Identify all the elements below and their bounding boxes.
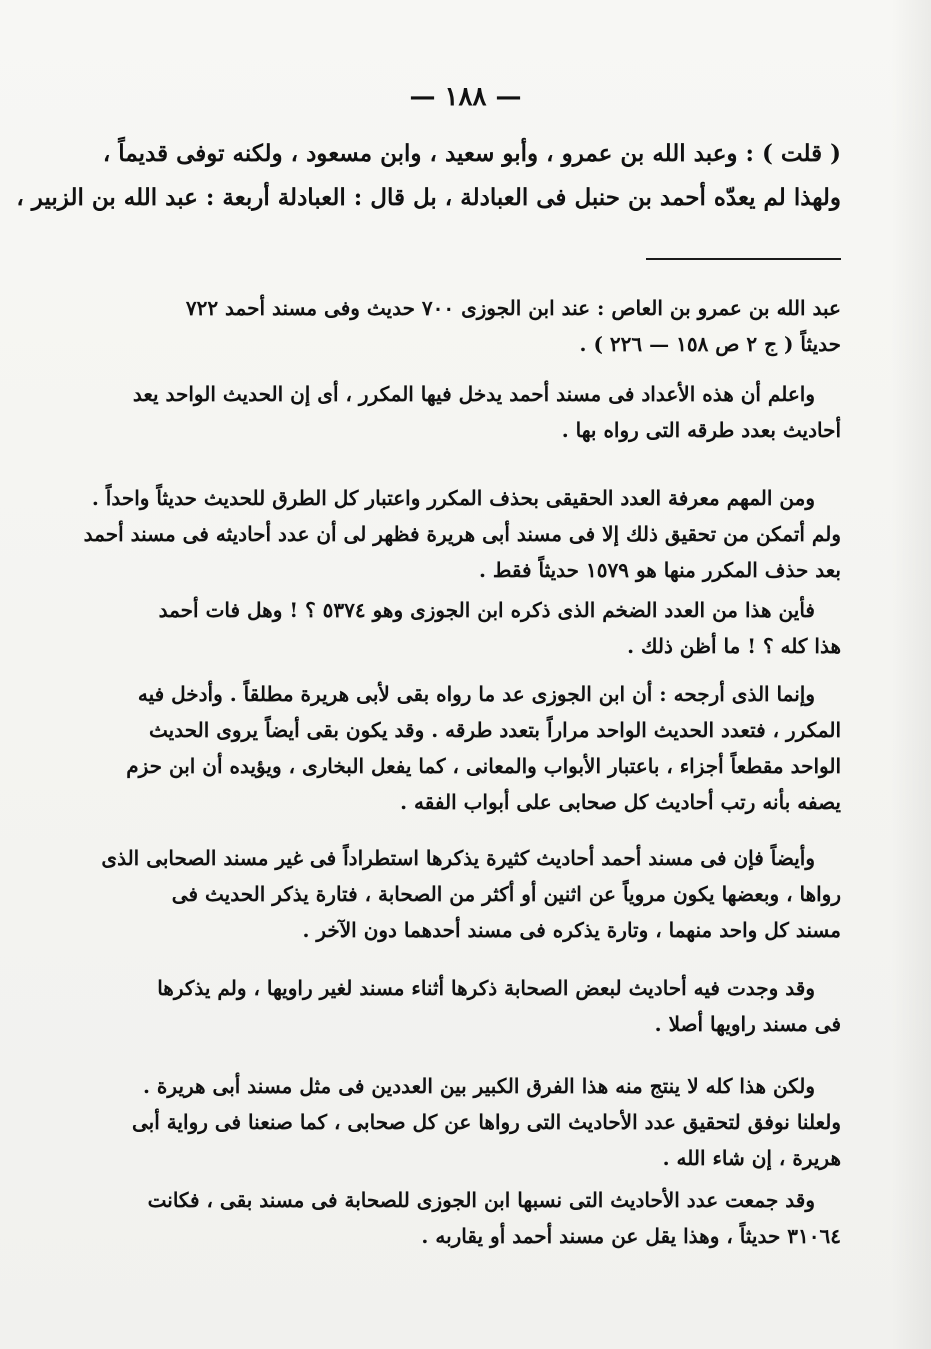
- main-line: ( قلت ) : وعبد الله بن عمرو ، وأبو سعيد ، وابن مسعود ، ولكنه توفى قديماً ،: [102, 140, 841, 167]
- footnote-line: وقد وجدت فيه أحاديث لبعض الصحابة ذكرها أثناء مسند لغير راويها ، ولم يذكرها: [157, 976, 815, 1000]
- footnote-line: مسند كل واحد منهما ، وتارة يذكره فى مسند أحدهما دون الآخر .: [302, 918, 841, 942]
- footnote-line: ولعلنا نوفق لتحقيق عدد الأحاديث التى رواها عن كل صحابى ، كما صنعنا فى رواية أبى: [131, 1110, 841, 1134]
- footnote-line: ولكن هذا كله لا ينتج منه هذا الفرق الكبير بين العددين فى مثل مسند أبى هريرة .: [143, 1074, 815, 1098]
- page-number: — ١٨٨ —: [409, 82, 522, 112]
- footnote-paragraph: [101, 970, 841, 1042]
- footnote-line: رواها ، وبعضها يكون مروياً عن اثنين أو أكثر من الصحابة ، فتارة يذكر الحديث فى: [171, 882, 841, 906]
- footnote-line: وأيضاً فإن فى مسند أحمد أحاديث كثيرة يذكرها استطراداً فى غير مسند الصحابى الذى: [101, 846, 815, 870]
- footnote-line: فى مسند راويها أصلا .: [654, 1012, 841, 1036]
- footnote-line: ومن المهم معرفة العدد الحقيقى بحذف المكرر واعتبار كل الطرق للحديث حديثاً واحداً .: [91, 486, 815, 510]
- footnote-paragraph: [101, 290, 841, 362]
- footnote-paragraph: [101, 376, 841, 448]
- footnote-line: المكرر ، فتعدد الحديث الواحد مراراً بتعدد طرقه . وقد يكون بقى أيضاً يروى الحديث: [148, 718, 841, 742]
- footnote-line: عبد الله بن عمرو بن العاص : عند ابن الجوزى ٧٠٠ حديث وفى مسند أحمد ٧٢٢: [185, 296, 841, 320]
- main-text: [16, 132, 841, 220]
- footnote-paragraph: [101, 1068, 841, 1176]
- footnote-paragraph: [101, 592, 841, 664]
- footnote-line: ٣١٠٦٤ حديثاً ، وهذا يقل عن مسند أحمد أو يقاربه .: [421, 1224, 841, 1248]
- footnote-paragraph: [101, 1182, 841, 1254]
- footnote-line: حديثاً ( ج ٢ ص ١٥٨ — ٢٢٦ ) .: [579, 332, 841, 356]
- footnote-paragraph: [101, 676, 841, 820]
- footnote-line: ولم أتمكن من تحقيق ذلك إلا فى مسند أبى هريرة فظهر لى أن عدد أحاديثه فى مسند أحمد: [83, 522, 841, 546]
- footnote-paragraph: [101, 840, 841, 948]
- footnote-divider: [646, 258, 841, 260]
- footnote-line: أحاديث بعدد طرقه التى رواه بها .: [561, 418, 841, 442]
- footnote-line: فأين هذا من العدد الضخم الذى ذكره ابن الجوزى وهو ٥٣٧٤ ؟ ! وهل فات أحمد: [158, 598, 815, 622]
- footnote-line: بعد حذف المكرر منها هو ١٥٧٩ حديثاً فقط .: [478, 558, 841, 582]
- footnote-line: الواحد مقطعاً أجزاء ، باعتبار الأبواب والمعانى ، كما يفعل البخارى ، ويؤيده أن ابن حزم: [126, 754, 841, 778]
- footnote-line: يصفه بأنه رتب أحاديث كل صحابى على أبواب الفقه .: [400, 790, 841, 814]
- footnote-line: هذا كله ؟ ! ما أظن ذلك .: [627, 634, 841, 658]
- footnote-line: وإنما الذى أرجحه : أن ابن الجوزى عد ما رواه بقى لأبى هريرة مطلقاً . وأدخل فيه: [137, 682, 815, 706]
- footnote-paragraph: [83, 480, 841, 588]
- main-line: ولهذا لم يعدّه أحمد بن حنبل فى العبادلة ، بل قال : العبادلة أربعة : عبد الله بن الزبير ،: [16, 184, 841, 211]
- footnote-line: وقد جمعت عدد الأحاديث التى نسبها ابن الجوزى للصحابة فى مسند بقى ، فكانت: [147, 1188, 815, 1212]
- footnote-line: واعلم أن هذه الأعداد فى مسند أحمد يدخل فيها المكرر ، أى إن الحديث الواحد يعد: [132, 382, 815, 406]
- scan-edge-shadow: [891, 0, 931, 1349]
- footnote-line: هريرة ، إن شاء الله .: [662, 1146, 841, 1170]
